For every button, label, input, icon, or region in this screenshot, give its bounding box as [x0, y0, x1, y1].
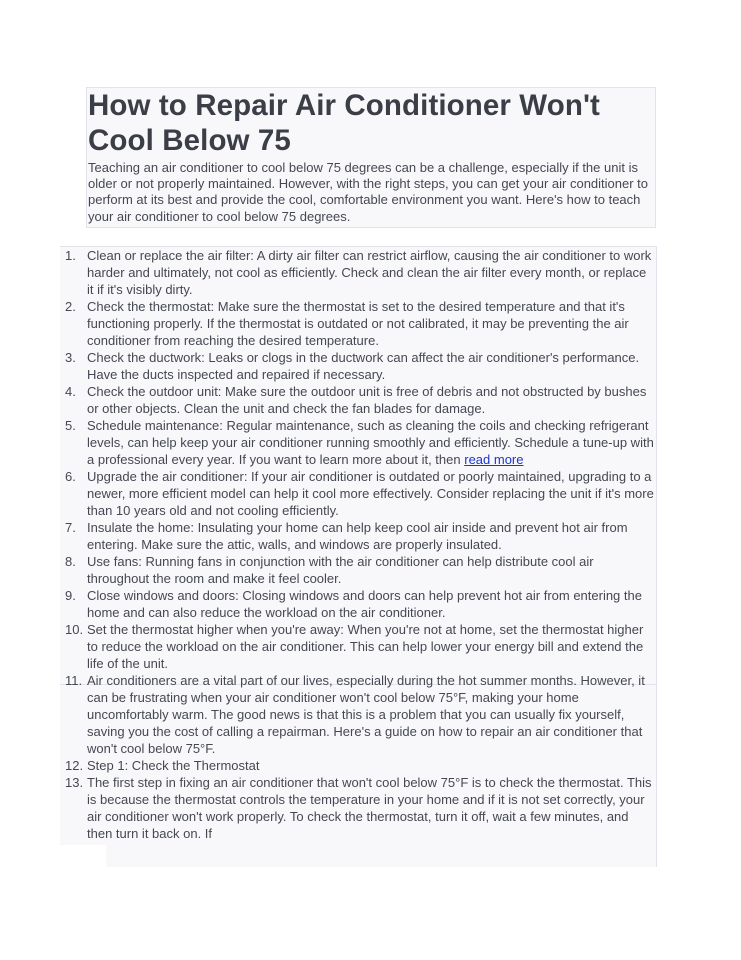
panel-notch: [60, 845, 106, 869]
list-item: 12. Step 1: Check the Thermostat: [65, 758, 260, 773]
list-item: 9. Close windows and doors: Closing windows and doors can help prevent hot air from entering the home and can also reduce the workload on the air conditioner.: [65, 588, 642, 620]
list-item: 4. Check the outdoor unit: Make sure the outdoor unit is free of debris and not obstructed by bushes or other objects. Clean the unit and check the fan blades for damage.: [65, 384, 647, 416]
list-item: 11. Air conditioners are a vital part of our lives, especially during the hot summer months. However, it can be frustrating when your air conditioner won't cool below 75°F, making your home uncomfortably warm. The good news is that this is a problem that you can usually fix yourself, saving you the cost of calling a repairman. Here's a guide on how to repair an air conditioner that won't cool below 75°F.: [65, 673, 645, 756]
intro-paragraph: Teaching an air conditioner to cool below 75 degrees can be a challenge, especially if the unit is older or not properly maintained. However, with the right steps, you can get your air conditioner to perform at its best and provide the cool, comfortable environment you want. Here's how to teach your air conditioner to cool below 75 degrees.: [88, 160, 649, 224]
list-item: 6. Upgrade the air conditioner: If your air conditioner is outdated or poorly maintained, upgrading to a newer, more efficient model can help it cool more effectively. Consider replacing the unit if it's more than 10 years old and not cooling efficiently.: [65, 469, 654, 518]
list-item: 8. Use fans: Running fans in conjunction with the air conditioner can help distribute cool air throughout the room and make it feel cooler.: [65, 554, 594, 586]
list-item: 3. Check the ductwork: Leaks or clogs in the ductwork can affect the air conditioner's performance. Have the ducts inspected and repaired if necessary.: [65, 350, 640, 382]
list-item: 1. Clean or replace the air filter: A dirty air filter can restrict airflow, causing the air conditioner to work harder and ultimately, not cool as efficiently. Check and clean the air filter every month, or replace it if it's visibly dirty.: [65, 248, 652, 297]
list-item: 5. Schedule maintenance: Regular maintenance, such as cleaning the coils and checking refrigerant levels, can help keep your air conditioner running smoothly and efficiently. Schedule a tune-up with a professional every year. If you want to learn more about it, then read more: [65, 418, 654, 467]
read-more-link[interactable]: read more: [464, 452, 524, 467]
page-title: How to Repair Air Conditioner Won't Cool Below 75: [88, 89, 600, 157]
list-item: 10. Set the thermostat higher when you're away: When you're not at home, set the thermostat higher to reduce the workload on the air conditioner. This can help lower your energy bill and extend the life of the unit.: [65, 622, 644, 671]
list-item: 13. The first step in fixing an air conditioner that won't cool below 75°F is to check the thermostat. This is because the thermostat controls the temperature in your home and if it is not set correctly, your air conditioner won't work properly. To check the thermostat, turn it off, wait a few minutes, and then turn it back on. If: [65, 775, 652, 841]
list-item: 7. Insulate the home: Insulating your home can help keep cool air inside and prevent hot air from entering. Make sure the attic, walls, and windows are properly insulated.: [65, 520, 628, 552]
list-item: 2. Check the thermostat: Make sure the thermostat is set to the desired temperature and that it's functioning properly. If the thermostat is outdated or not calibrated, it may be preventing the air conditioner from reaching the desired temperature.: [65, 299, 629, 348]
tips-list: [65, 247, 655, 842]
